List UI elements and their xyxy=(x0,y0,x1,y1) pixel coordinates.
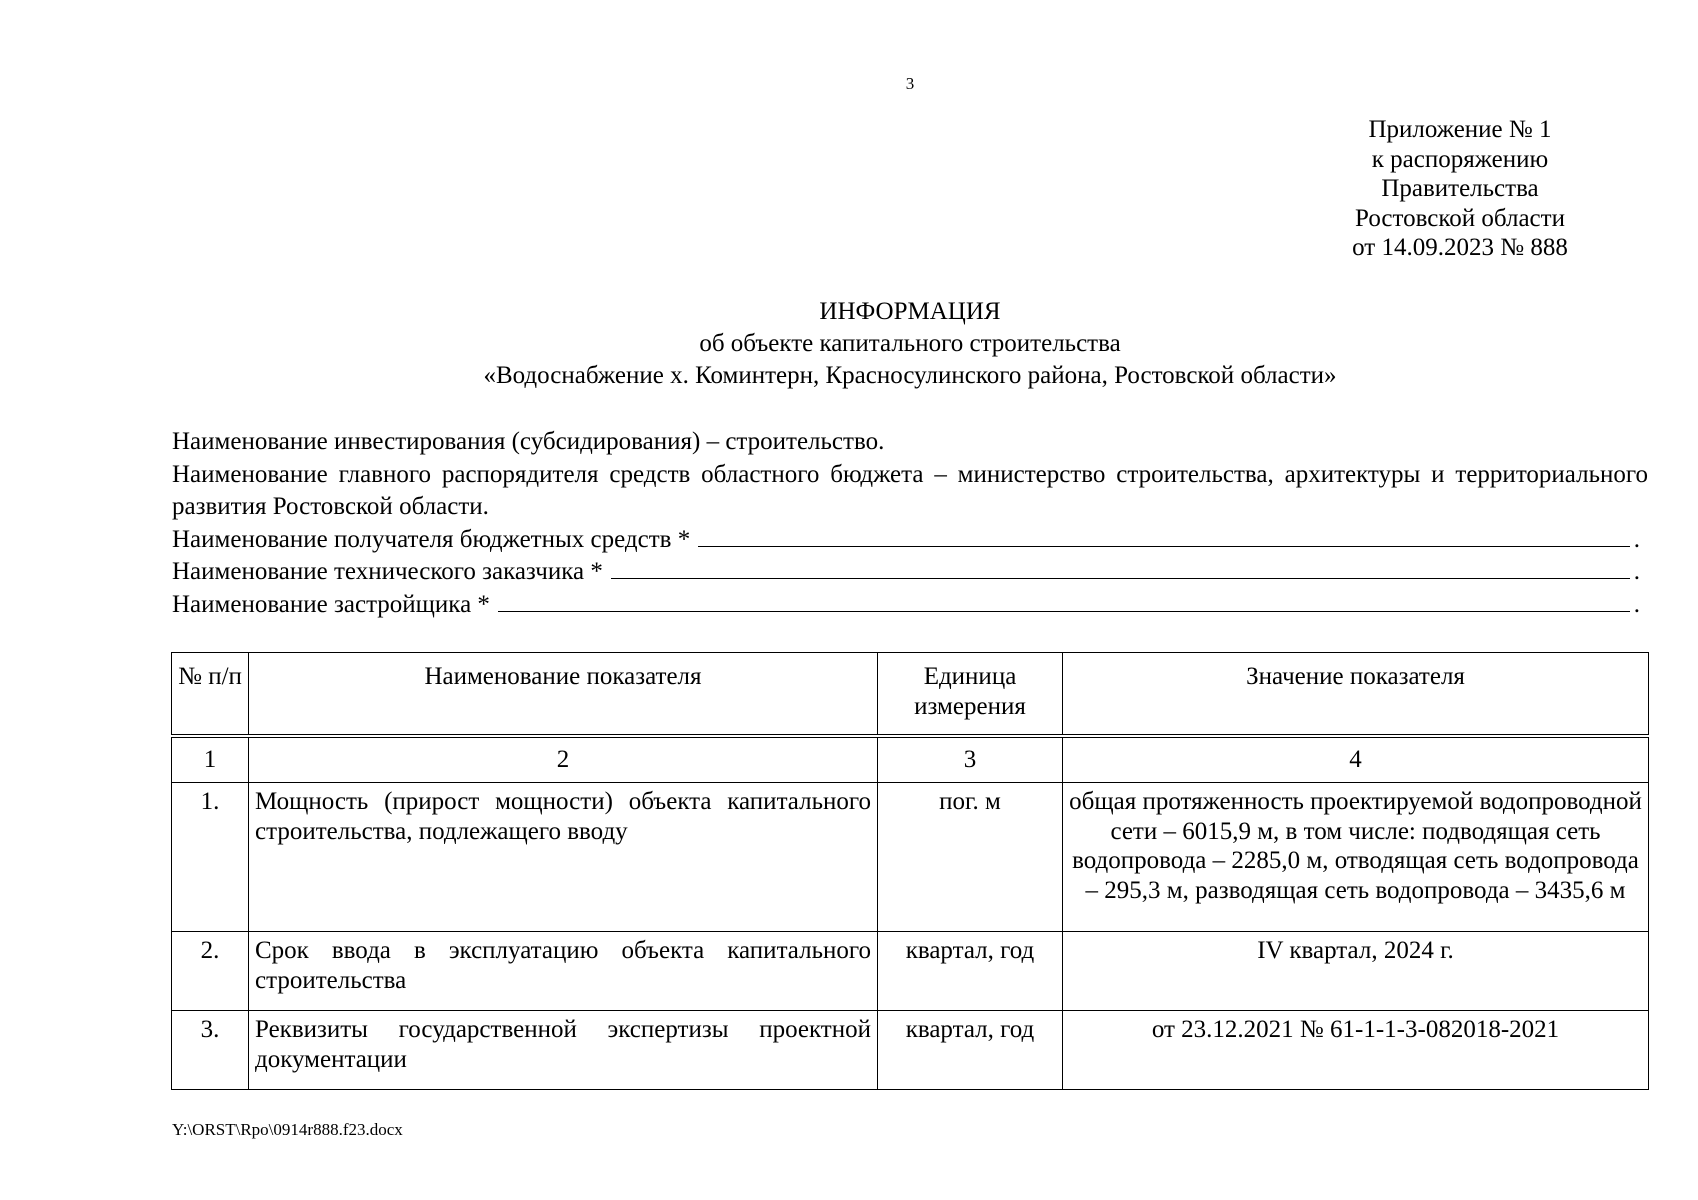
header-unit: Единица измерения xyxy=(878,653,1063,737)
header-name: Наименование показателя xyxy=(249,653,878,737)
line-end: . xyxy=(1633,525,1640,553)
table-row xyxy=(172,932,1649,1011)
column-number: 4 xyxy=(1063,736,1649,783)
row-value: общая протяженность проектируемой водопроводной сети – 6015,9 м, в том числе: подводящая сеть водопровода – 2285,0 м, отводящая сеть водопровода – 295,3 м, разводящая сеть водопровода – 3435,6 м xyxy=(1063,783,1649,932)
header-value: Значение показателя xyxy=(1063,653,1649,737)
appendix-line: Правительства xyxy=(1381,175,1539,202)
recipient-blank xyxy=(698,526,1630,547)
column-numbers-row xyxy=(172,736,1649,783)
row-name: Срок ввода в эксплуатацию объекта капитального строительства xyxy=(249,932,878,1011)
customer-blank xyxy=(611,558,1630,579)
row-value: от 23.12.2021 № 61-1-1-3-082018-2021 xyxy=(1063,1011,1649,1090)
appendix-date-number: от 14.09.2023 № 888 xyxy=(1352,234,1568,261)
customer-label: Наименование технического заказчика * xyxy=(172,558,603,585)
document-title xyxy=(172,296,1648,392)
appendix-line: к распоряжению xyxy=(1371,145,1549,173)
customer-line xyxy=(172,556,1648,589)
row-name: Мощность (прирост мощности) объекта капитального строительства, подлежащего вводу xyxy=(249,783,878,932)
column-number: 3 xyxy=(878,736,1063,783)
row-num: 2. xyxy=(172,932,249,1011)
main-budget-manager: Наименование главного распорядителя средств областного бюджета – министерство строительства, архитектуры и территориального развития Ростовской области. xyxy=(172,460,1648,520)
title-heading: ИНФОРМАЦИЯ xyxy=(819,298,1001,325)
row-name: Реквизиты государственной экспертизы проектной документации xyxy=(249,1011,878,1090)
header-num: № п/п xyxy=(172,653,249,737)
table-row xyxy=(172,1011,1649,1090)
developer-line xyxy=(172,589,1648,622)
line-end: . xyxy=(1633,558,1640,585)
appendix-line: Ростовской области xyxy=(1355,204,1565,232)
row-unit: пог. м xyxy=(878,783,1063,932)
column-number: 1 xyxy=(172,736,249,783)
row-num: 1. xyxy=(172,783,249,932)
row-num: 3. xyxy=(172,1011,249,1090)
table-row xyxy=(172,783,1649,932)
object-name: «Водоснабжение х. Коминтерн, Красносулинского района, Ростовской области» xyxy=(483,362,1337,389)
file-path: Y:\ORST\Rpo\0914r888.f23.docx xyxy=(172,1120,403,1139)
appendix-line: Приложение № 1 xyxy=(1368,116,1552,143)
developer-blank xyxy=(498,591,1630,612)
recipient-line xyxy=(172,524,1648,557)
recipient-label: Наименование получателя бюджетных средств * xyxy=(172,525,691,553)
row-unit: квартал, год xyxy=(878,932,1063,1011)
row-unit: квартал, год xyxy=(878,1011,1063,1090)
object-info xyxy=(172,426,1648,621)
investment-type: Наименование инвестирования (субсидирования) – строительство. xyxy=(172,428,885,455)
page-number: 3 xyxy=(905,74,915,93)
line-end: . xyxy=(1633,590,1640,618)
appendix-header xyxy=(1330,115,1590,263)
table-header-row xyxy=(172,653,1649,737)
indicators-table xyxy=(171,652,1649,1090)
developer-label: Наименование застройщика * xyxy=(172,590,490,618)
title-subheading: об объекте капитального строительства xyxy=(699,330,1121,357)
column-number: 2 xyxy=(249,736,878,783)
row-value: IV квартал, 2024 г. xyxy=(1063,932,1649,1011)
